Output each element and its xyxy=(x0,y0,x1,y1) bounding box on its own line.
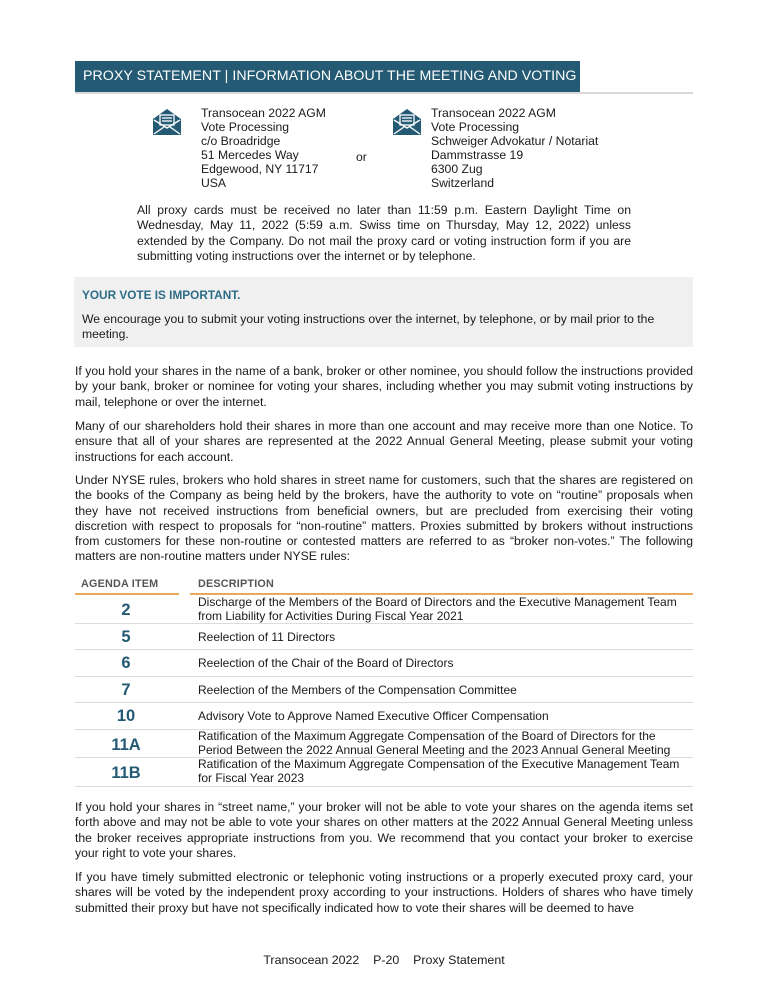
agenda-item-description: Discharge of the Members of the Board of Directors and the Executive Management Team from Liability for Activities During Fiscal Year 2021 xyxy=(198,595,677,623)
agenda-item-description: Reelection of the Members of the Compensation Committee xyxy=(198,683,517,697)
table-row xyxy=(75,758,693,787)
paragraph-nominee: If you hold your shares in the name of a bank, broker or other nominee, you should follow the instructions provided by your bank, broker or nominee for voting your shares, including whether you may submit voting instructions by mail, telephone or over the internet. xyxy=(75,364,693,409)
or-separator: or xyxy=(356,150,367,164)
address-line: Edgewood, NY 11717 xyxy=(201,162,319,177)
address-line: Vote Processing xyxy=(201,120,290,135)
section-title: PROXY STATEMENT | INFORMATION ABOUT THE MEETING AND VOTING xyxy=(75,61,580,92)
address-line: Transocean 2022 AGM xyxy=(201,106,326,120)
row-divider xyxy=(75,786,693,788)
address-line: Dammstrasse 19 xyxy=(431,148,524,163)
agenda-item-number: 2 xyxy=(121,601,131,619)
footer-company: Transocean 2022 xyxy=(263,953,360,967)
agenda-item-description: Advisory Vote to Approve Named Executive Officer Compensation xyxy=(198,709,549,723)
column-header-agenda-item: AGENDA ITEM xyxy=(81,578,159,590)
agenda-item-description: Ratification of the Maximum Aggregate Compensation of the Board of Directors for the Period Between the 2022 Annual General Meeting and the 2023 Annual General Meeting xyxy=(198,729,671,757)
deadline-notice: All proxy cards must be received no later than 11:59 p.m. Eastern Daylight Time on Wednesday, May 11, 2022 (5:59 a.m. Swiss time on Thursday, May 12, 2022) unless extended by the Company. Do not mail the proxy card or voting instruction form if you are submitting voting instructions over the internet or by telephone. xyxy=(137,203,631,263)
agenda-item-description: Reelection of 11 Directors xyxy=(198,630,336,644)
table-row xyxy=(75,650,693,677)
footer-document-title: Proxy Statement xyxy=(413,953,505,967)
vote-important-callout xyxy=(74,277,693,347)
agenda-item-number: 11A xyxy=(111,736,141,754)
agenda-item-description: Ratification of the Maximum Aggregate Compensation of the Executive Management Team for Fiscal Year 2023 xyxy=(198,757,680,785)
address-line: Transocean 2022 AGM xyxy=(431,106,556,120)
table-row xyxy=(75,730,693,758)
agenda-item-number: 11B xyxy=(111,764,141,782)
paragraph-multiple-accounts: Many of our shareholders hold their shares in more than one account and may receive more than one Notice. To ensure that all of your shares are represented at the 2022 Annual General Meeting, please submit your voting instructions for each account. xyxy=(75,419,693,464)
envelope-icon xyxy=(152,108,182,136)
mailing-address-us xyxy=(201,106,326,191)
agenda-item-number: 5 xyxy=(121,628,131,646)
address-line: Schweiger Advokatur / Notariat xyxy=(431,134,599,149)
address-line: 51 Mercedes Way xyxy=(201,148,299,163)
callout-title: YOUR VOTE IS IMPORTANT. xyxy=(82,288,241,302)
address-line: 6300 Zug xyxy=(431,162,483,177)
table-row xyxy=(75,677,693,703)
envelope-icon xyxy=(392,108,422,136)
mailing-address-switzerland xyxy=(431,106,598,191)
agenda-item-number: 6 xyxy=(121,654,131,672)
paragraph-nyse-rules: Under NYSE rules, brokers who hold shares in street name for customers, such that the shares are registered on the books of the Company as being held by the brokers, have the authority to vote on “routine” proposals when they have not received instructions from beneficial owners, but are precluded from exercising their voting discretion with respect to proposals for “non-routine” matters. Proxies submitted by brokers without instructions from customers for these non-routine or contested matters are referred to as “broker non-votes.” The following matters are non-routine matters under NYSE rules: xyxy=(75,473,693,564)
column-header-description: DESCRIPTION xyxy=(198,578,274,590)
table-row xyxy=(75,624,693,650)
paragraph-street-name: If you hold your shares in “street name,” your broker will not be able to vote your shares on the agenda items set forth above and may not be able to vote your shares on other matters at the 2022 Annual General Meeting unless the broker receives appropriate instructions from you. We recommend that you contact your broker to exercise your right to vote your shares. xyxy=(75,800,693,860)
address-line: USA xyxy=(201,176,227,191)
agenda-item-number: 7 xyxy=(121,681,131,699)
address-line: c/o Broadridge xyxy=(201,134,281,149)
callout-body: We encourage you to submit your voting instructions over the internet, by telephone, or by mail prior to the meeting. xyxy=(82,312,655,341)
agenda-item-number: 10 xyxy=(116,707,136,725)
page-footer xyxy=(0,953,768,967)
header-divider xyxy=(75,92,693,94)
section-header xyxy=(75,61,693,94)
address-line: Vote Processing xyxy=(431,120,520,135)
paragraph-proxy-voting: If you have timely submitted electronic or telephonic voting instructions or a properly executed proxy card, your shares will be voted by the independent proxy according to your instructions. Holders of shares who have timely submitted their proxy but have not specifically indicated how to vote their shares will be deemed to have xyxy=(75,870,693,915)
agenda-item-description: Reelection of the Chair of the Board of Directors xyxy=(198,656,454,670)
table-row xyxy=(75,596,693,624)
address-line: Switzerland xyxy=(431,176,494,191)
table-row xyxy=(75,703,693,730)
header-rule xyxy=(75,593,179,595)
footer-page-number: P-20 xyxy=(373,953,400,967)
